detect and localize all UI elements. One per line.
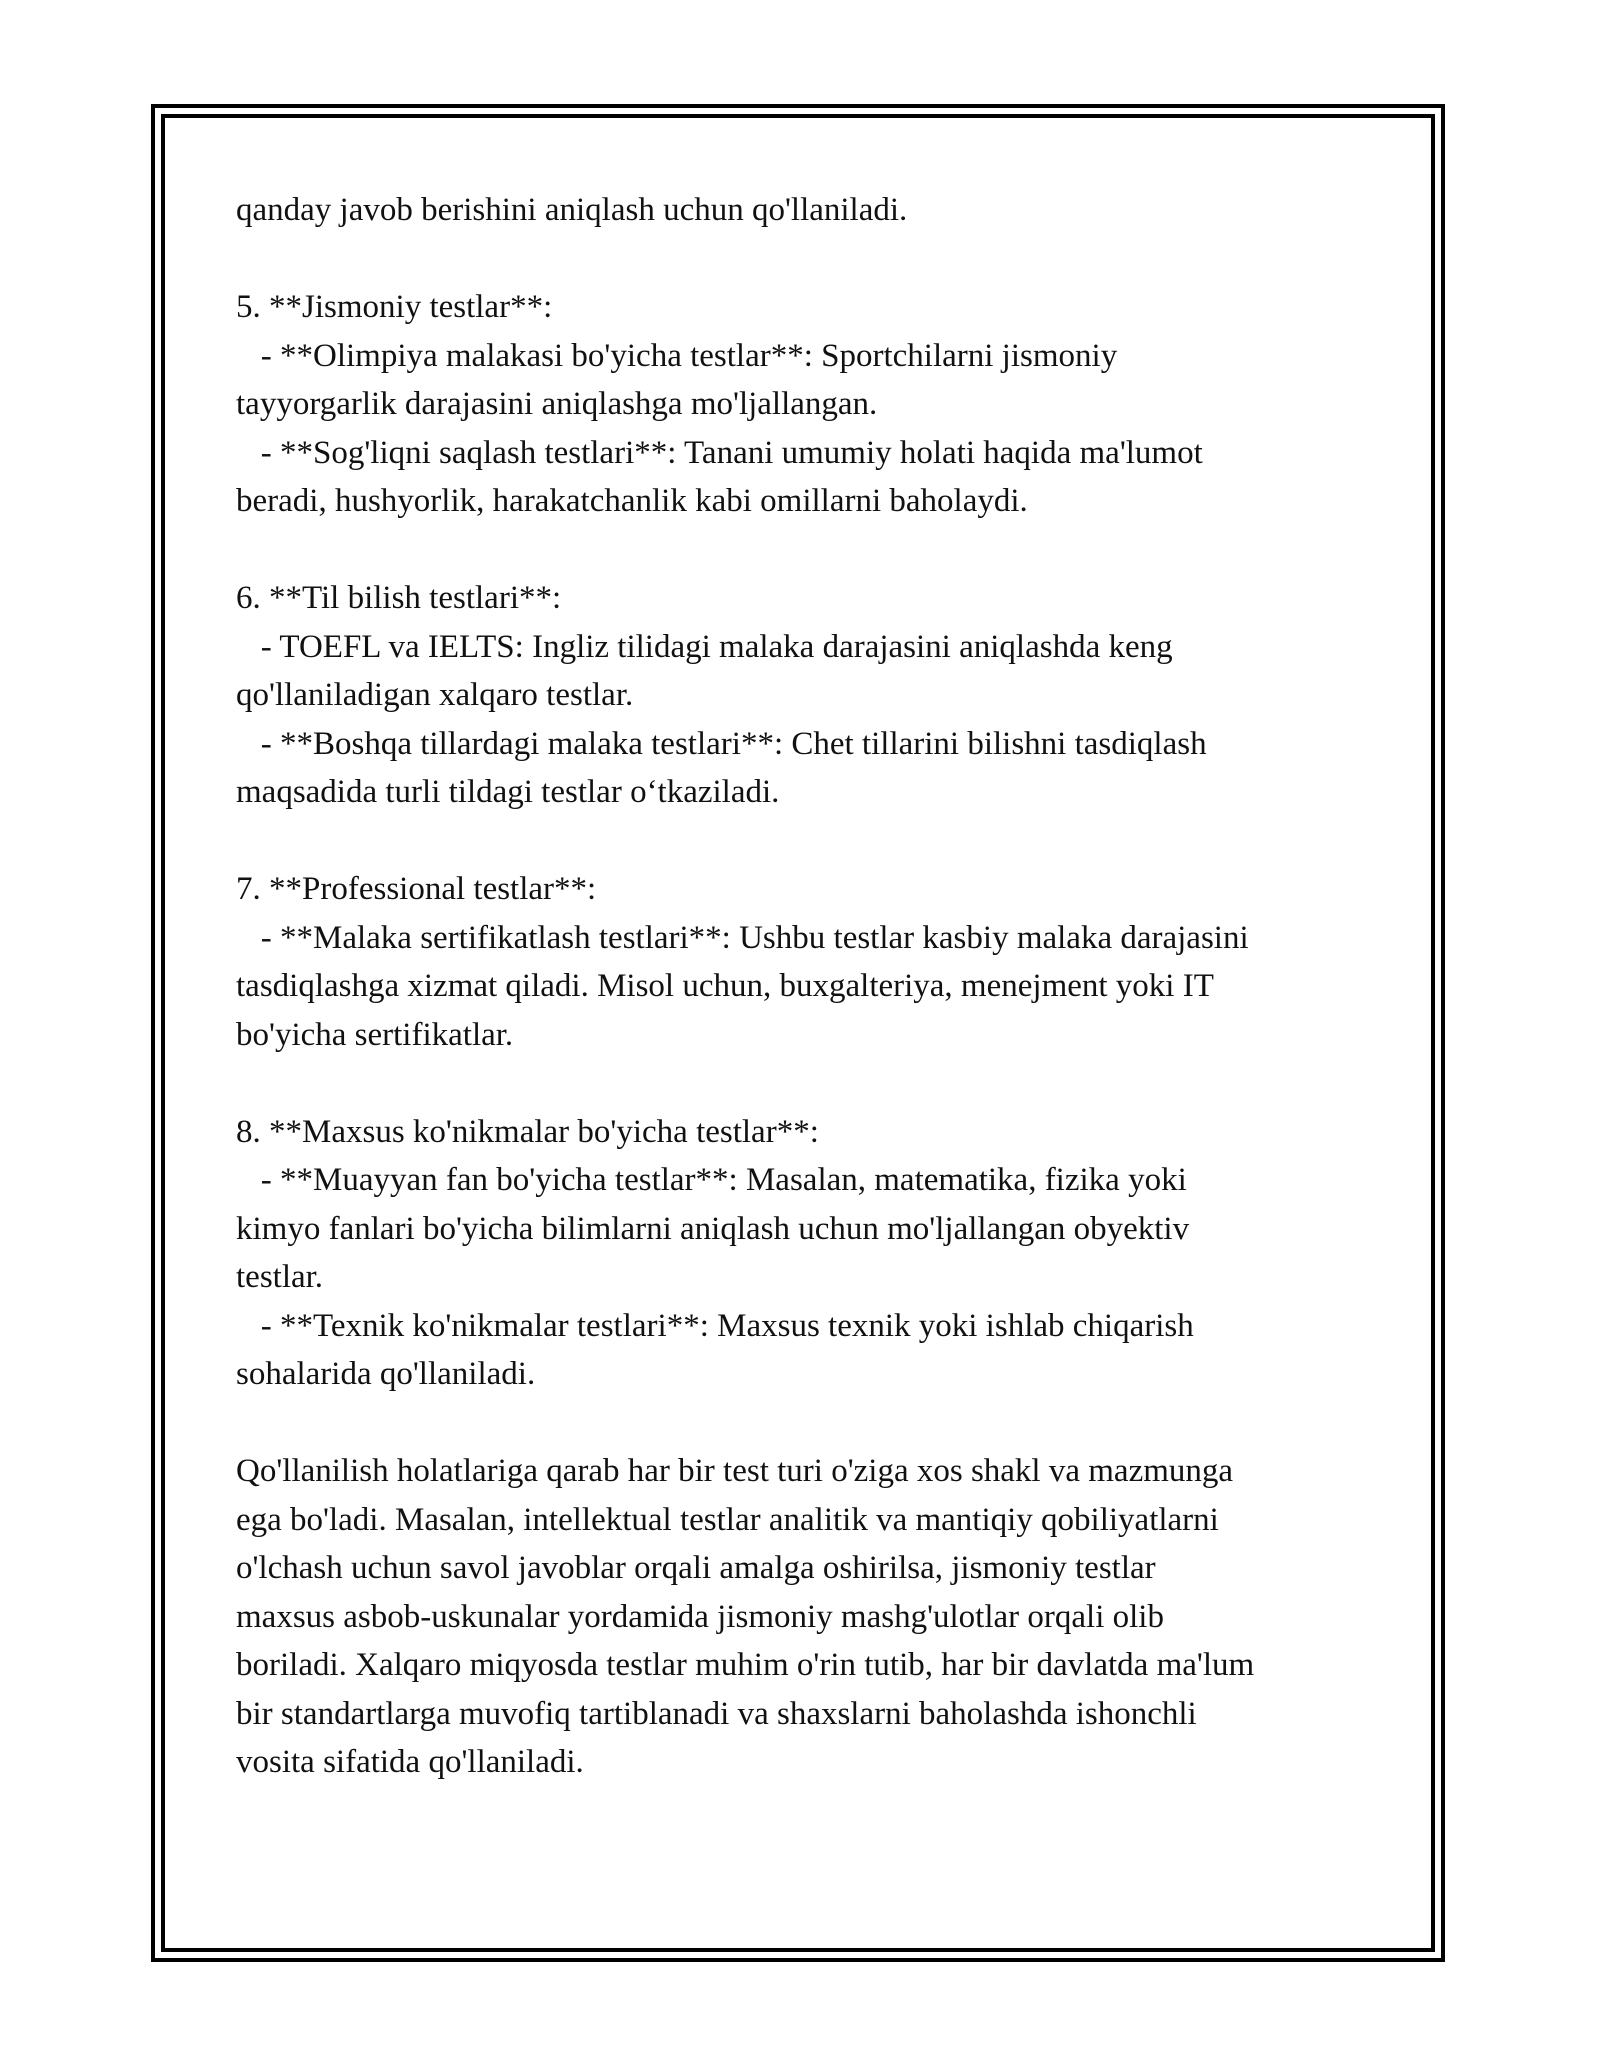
- list-item: - **Olimpiya malakasi bo'yicha testlar**: Sportchilarni jismoniy: [236, 337, 1118, 374]
- paragraph-line: vosita sifatida qo'llaniladi.: [236, 1744, 584, 1780]
- document-body: [236, 186, 1366, 1787]
- blank-line: [236, 1399, 1366, 1448]
- paragraph-line: maxsus asbob-uskunalar yordamida jismoniy mashg'ulotlar orqali olib: [236, 1598, 1164, 1635]
- section-heading: 5. **Jismoniy testlar**:: [236, 289, 553, 325]
- section-heading: 7. **Professional testlar**:: [236, 871, 597, 907]
- blank-line: [236, 1059, 1366, 1108]
- text-line: beradi, hushyorlik, harakatchanlik kabi omillarni baholaydi.: [236, 483, 1028, 519]
- blank-line: [236, 526, 1366, 575]
- paragraph-line: bir standartlarga muvofiq tartiblanadi va shaxslarni baholashda ishonchli: [236, 1695, 1197, 1732]
- list-item: - **Boshqa tillardagi malaka testlari**: Chet tillarini bilishni tasdiqlash: [236, 725, 1207, 762]
- list-item: - **Malaka sertifikatlash testlari**: Ushbu testlar kasbiy malaka darajasini: [236, 919, 1249, 956]
- list-item: - **Texnik ko'nikmalar testlari**: Maxsus texnik yoki ishlab chiqarish: [236, 1307, 1194, 1344]
- text-line: tayyorgarlik darajasini aniqlashga mo'ljallangan.: [236, 386, 878, 422]
- text-line: qanday javob berishini aniqlash uchun qo'llaniladi.: [236, 192, 908, 228]
- paragraph-line: Qo'llanilish holatlariga qarab har bir test turi o'ziga xos shakl va mazmunga: [236, 1453, 1234, 1489]
- text-line: testlar.: [236, 1259, 324, 1295]
- list-item: - **Sog'liqni saqlash testlari**: Tanani umumiy holati haqida ma'lumot: [236, 434, 1203, 471]
- paragraph-line: boriladi. Xalqaro miqyosda testlar muhim o'rin tutib, har bir davlatda ma'lum: [236, 1647, 1255, 1683]
- text-line: sohalarida qo'llaniladi.: [236, 1356, 536, 1392]
- section-heading: 6. **Til bilish testlari**:: [236, 580, 562, 616]
- text-line: qo'llaniladigan xalqaro testlar.: [236, 677, 634, 713]
- text-line: tasdiqlashga xizmat qiladi. Misol uchun, buxgalteriya, menejment yoki IT: [236, 968, 1214, 1004]
- paragraph-line: ega bo'ladi. Masalan, intellektual testlar analitik va mantiqiy qobiliyatlarni: [236, 1501, 1219, 1538]
- section-heading: 8. **Maxsus ko'nikmalar bo'yicha testlar**:: [236, 1113, 819, 1150]
- list-item: - TOEFL va IELTS: Ingliz tilidagi malaka darajasini aniqlashda keng: [236, 628, 1173, 665]
- blank-line: [236, 235, 1366, 284]
- text-line: bo'yicha sertifikatlar.: [236, 1016, 514, 1053]
- paragraph-line: o'lchash uchun savol javoblar orqali amalga oshirilsa, jismoniy testlar: [236, 1550, 1156, 1586]
- text-line: kimyo fanlari bo'yicha bilimlarni aniqlash uchun mo'ljallangan obyektiv: [236, 1210, 1190, 1247]
- blank-line: [236, 817, 1366, 866]
- text-line: maqsadida turli tildagi testlar o‘tkaziladi.: [236, 774, 780, 810]
- list-item: - **Muayyan fan bo'yicha testlar**: Masalan, matematika, fizika yoki: [236, 1162, 1187, 1198]
